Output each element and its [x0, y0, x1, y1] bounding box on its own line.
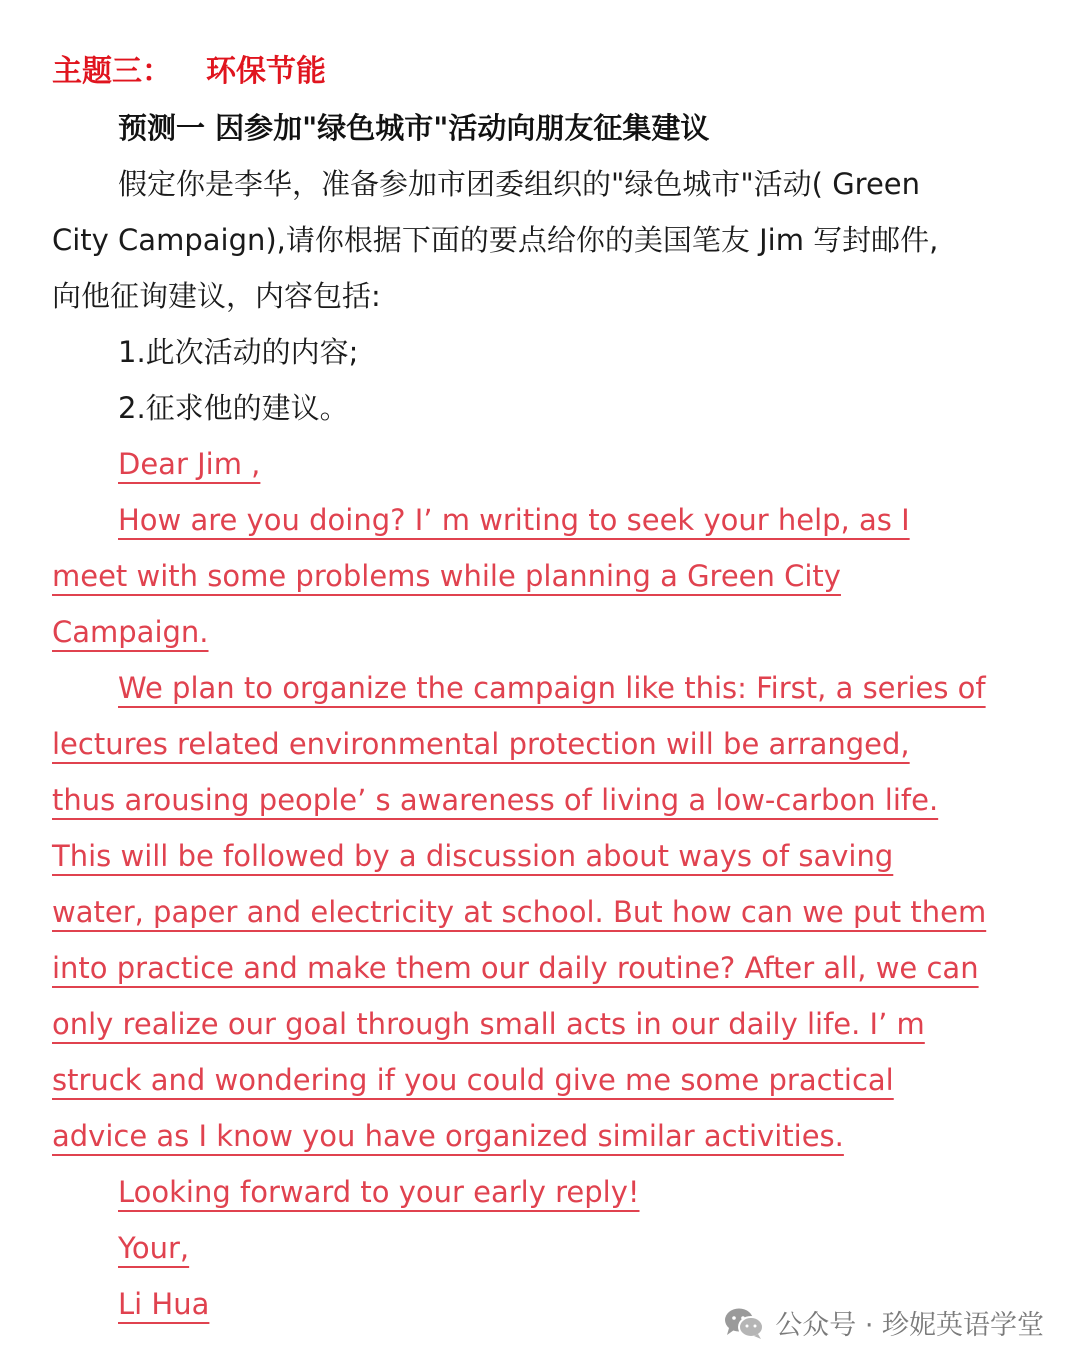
document-page	[52, 44, 1042, 1332]
letter-line: into practice and make them our daily routine? After all, we can	[52, 951, 979, 985]
task-point: 2.征求他的建议。	[118, 391, 349, 425]
letter-line: struck and wondering if you could give me some practical	[52, 1063, 894, 1097]
task-point: 1.此次活动的内容;	[118, 335, 359, 369]
section-heading	[52, 44, 1042, 100]
letter-line: water, paper and electricity at school. But how can we put them	[52, 895, 987, 929]
wechat-icon	[723, 1306, 765, 1340]
prediction-title: 预测一 因参加"绿色城市"活动向朋友征集建议	[118, 111, 710, 145]
sample-letter	[52, 436, 1042, 1332]
letter-line: Campaign.	[52, 615, 209, 649]
task-line: City Campaign),请你根据下面的要点给你的美国笔友 Jim 写封邮件,	[52, 223, 939, 257]
letter-line: We plan to organize the campaign like this: First, a series of	[118, 671, 986, 705]
letter-line: This will be followed by a discussion about ways of saving	[52, 839, 894, 873]
letter-signature: Li Hua	[118, 1287, 210, 1321]
letter-signoff: Your,	[118, 1231, 190, 1265]
letter-line: thus arousing people’ s awareness of living a low-carbon life.	[52, 783, 939, 817]
letter-closing: Looking forward to your early reply!	[118, 1175, 640, 1209]
watermark-text: 公众号 · 珍妮英语学堂	[775, 1310, 1044, 1341]
heading-topic: 环保节能	[206, 54, 326, 89]
letter-line: advice as I know you have organized similar activities.	[52, 1119, 844, 1153]
letter-line: How are you doing? I’ m writing to seek your help, as I	[118, 503, 910, 537]
task-line: 向他征询建议，内容包括:	[52, 279, 381, 313]
heading-label: 主题三：	[52, 54, 172, 89]
letter-line: meet with some problems while planning a Green City	[52, 559, 841, 593]
letter-salutation: Dear Jim ,	[118, 447, 261, 481]
letter-line: only realize our goal through small acts in our daily life. I’ m	[52, 1007, 925, 1041]
letter-line: lectures related environmental protection will be arranged,	[52, 727, 910, 761]
watermark	[723, 1303, 1044, 1342]
task-description	[52, 156, 1042, 436]
task-line: 假定你是李华，准备参加市团委组织的"绿色城市"活动( Green	[118, 167, 921, 201]
